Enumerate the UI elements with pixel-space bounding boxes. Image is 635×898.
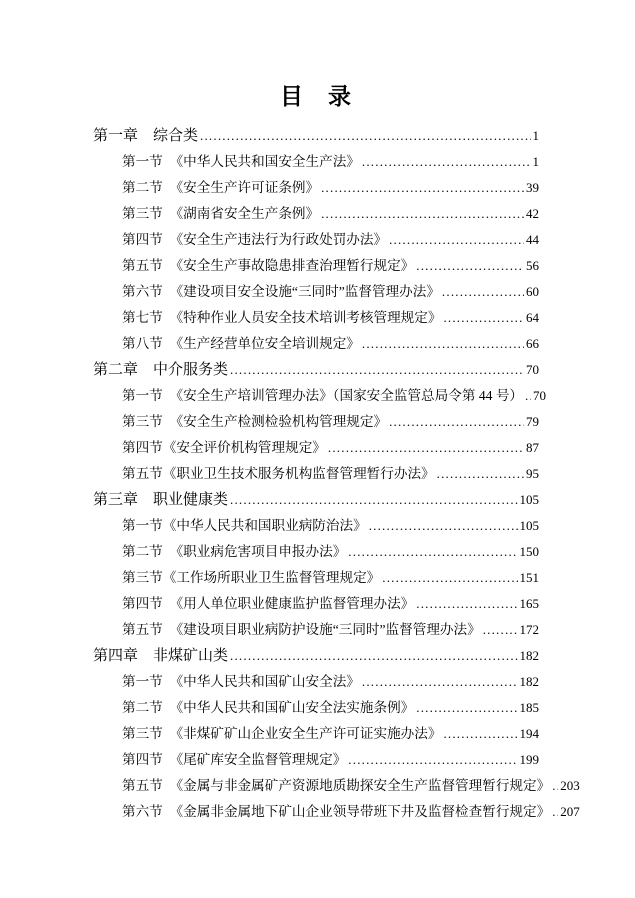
toc-entry-page-number: 64 [526,310,539,325]
dot-leader [328,435,524,461]
toc-entry-section [93,383,547,409]
toc-entry-page-number: 56 [526,258,539,273]
dot-leader [348,747,517,773]
toc-entry-page-number: 199 [519,752,539,767]
dot-leader [382,565,517,591]
dot-leader [416,695,517,721]
toc-entry-text: 第五节 《金属与非金属矿产资源地质勘探安全生产监督管理暂行规定》 [122,778,551,793]
dot-leader [443,721,517,747]
toc-entry-section [93,305,539,331]
toc-entry-section [93,773,580,799]
toc-entry-section [93,435,539,461]
toc-entry-page-number: 95 [526,466,539,481]
toc-entry-text: 第四章 非煤矿山类 [93,648,229,664]
toc-entry-chapter [93,487,539,513]
toc-entry-page-number: 70 [526,362,539,377]
table-of-contents [93,123,580,825]
dot-leader [442,279,524,305]
toc-entry-text: 第一节《中华人民共和国职业病防治法》 [122,518,367,533]
toc-entry-text: 第三节 《非煤矿矿山企业安全生产许可证实施办法》 [122,726,442,741]
dot-leader [443,305,524,331]
toc-entry-text: 第一节 《中华人民共和国矿山安全法》 [122,674,360,689]
toc-entry-page-number: 70 [533,388,547,403]
toc-entry-section [93,461,539,487]
toc-entry-text: 第五节《职业卫生技术服务机构监督管理暂行办法》 [122,466,435,481]
toc-entry-text: 第三节《工作场所职业卫生监督管理规定》 [122,570,381,585]
dot-leader [362,331,524,357]
toc-entry-text: 第三节 《湖南省安全生产条例》 [122,206,320,221]
toc-entry-section [93,721,539,747]
toc-entry-text: 第一章 综合类 [93,128,199,144]
toc-entry-text: 第六节 《金属非金属地下矿山企业领导带班下井及监督检查暂行规定》 [122,804,551,819]
toc-entry-section [93,591,539,617]
dot-leader [416,591,517,617]
toc-entry-section [93,227,539,253]
toc-entry-text: 第二章 中介服务类 [93,362,229,378]
toc-entry-section [93,747,539,773]
toc-entry-text: 第三节 《安全生产检测检验机构管理规定》 [122,414,388,429]
toc-entry-page-number: 66 [526,336,539,351]
toc-entry-section [93,695,539,721]
toc-entry-text: 第八节 《生产经营单位安全培训规定》 [122,336,360,351]
toc-entry-text: 第四节 《尾矿库安全监督管理规定》 [122,752,347,767]
toc-entry-section [93,175,539,201]
toc-entry-page-number: 165 [519,596,539,611]
toc-entry-text: 第七节 《特种作业人员安全技术培训考核管理规定》 [122,310,442,325]
toc-entry-chapter [93,357,539,383]
toc-entry-page-number: 1 [532,154,539,169]
toc-entry-section [93,669,539,695]
dot-leader [389,227,524,253]
toc-entry-text: 第四节 《用人单位职业健康监护监督管理办法》 [122,596,415,611]
toc-entry-section [93,565,539,591]
dot-leader [369,513,518,539]
toc-entry-text: 第五节 《安全生产事故隐患排查治理暂行规定》 [122,258,415,273]
toc-entry-page-number: 207 [560,804,580,819]
toc-entry-page-number: 42 [526,206,539,221]
dot-leader [230,487,517,513]
dot-leader [230,643,517,669]
toc-entry-text: 第三章 职业健康类 [93,492,229,508]
toc-entry-page-number: 105 [519,492,539,507]
dot-leader [552,773,558,799]
page-title: 目 录 [280,84,352,109]
toc-entry-text: 第二节 《中华人民共和国矿山安全法实施条例》 [122,700,415,715]
toc-entry-text: 第二节 《安全生产许可证条例》 [122,180,320,195]
dot-leader [348,539,517,565]
toc-entry-chapter [93,123,539,149]
dot-leader [362,149,531,175]
toc-entry-page-number: 172 [519,622,539,637]
dot-leader [362,669,518,695]
toc-entry-page-number: 150 [519,544,539,559]
dot-leader [389,409,524,435]
dot-leader [437,461,524,487]
toc-entry-page-number: 182 [519,648,539,663]
toc-entry-page-number: 194 [519,726,539,741]
toc-entry-page-number: 79 [526,414,539,429]
toc-entry-text: 第五节 《建设项目职业病防护设施“三同时”监督管理办法》 [122,622,481,637]
dot-leader [552,799,558,825]
toc-entry-section [93,409,539,435]
dot-leader [483,617,518,643]
dot-leader [200,123,530,149]
toc-entry-page-number: 60 [526,284,539,299]
toc-entry-section [93,539,539,565]
toc-entry-text: 第四节 《安全生产违法行为行政处罚办法》 [122,232,388,247]
toc-entry-text: 第一节 《中华人民共和国安全生产法》 [122,154,360,169]
toc-entry-page-number: 44 [526,232,539,247]
toc-entry-text: 第四节《安全评价机构管理规定》 [122,440,326,455]
toc-entry-page-number: 185 [519,700,539,715]
toc-entry-section [93,253,539,279]
toc-entry-section [93,799,580,825]
toc-entry-section [93,513,539,539]
toc-entry-page-number: 151 [519,570,539,585]
toc-entry-text: 第一节 《安全生产培训管理办法》（国家安全监管总局令第 44 号） [122,388,524,403]
toc-entry-page-number: 87 [526,440,539,455]
toc-entry-section [93,617,539,643]
toc-entry-section [93,149,539,175]
toc-entry-page-number: 1 [532,128,539,143]
toc-entry-section [93,279,539,305]
dot-leader [525,383,531,409]
toc-entry-section [93,201,539,227]
dot-leader [230,357,524,383]
dot-leader [321,175,524,201]
toc-entry-text: 第二节 《职业病危害项目申报办法》 [122,544,347,559]
toc-entry-text: 第六节 《建设项目安全设施“三同时”监督管理办法》 [122,284,440,299]
toc-entry-chapter [93,643,539,669]
toc-entry-section [93,331,539,357]
toc-entry-page-number: 203 [560,778,580,793]
toc-entry-page-number: 105 [519,518,539,533]
dot-leader [416,253,524,279]
toc-entry-page-number: 182 [519,674,539,689]
dot-leader [321,201,524,227]
toc-entry-page-number: 39 [526,180,539,195]
